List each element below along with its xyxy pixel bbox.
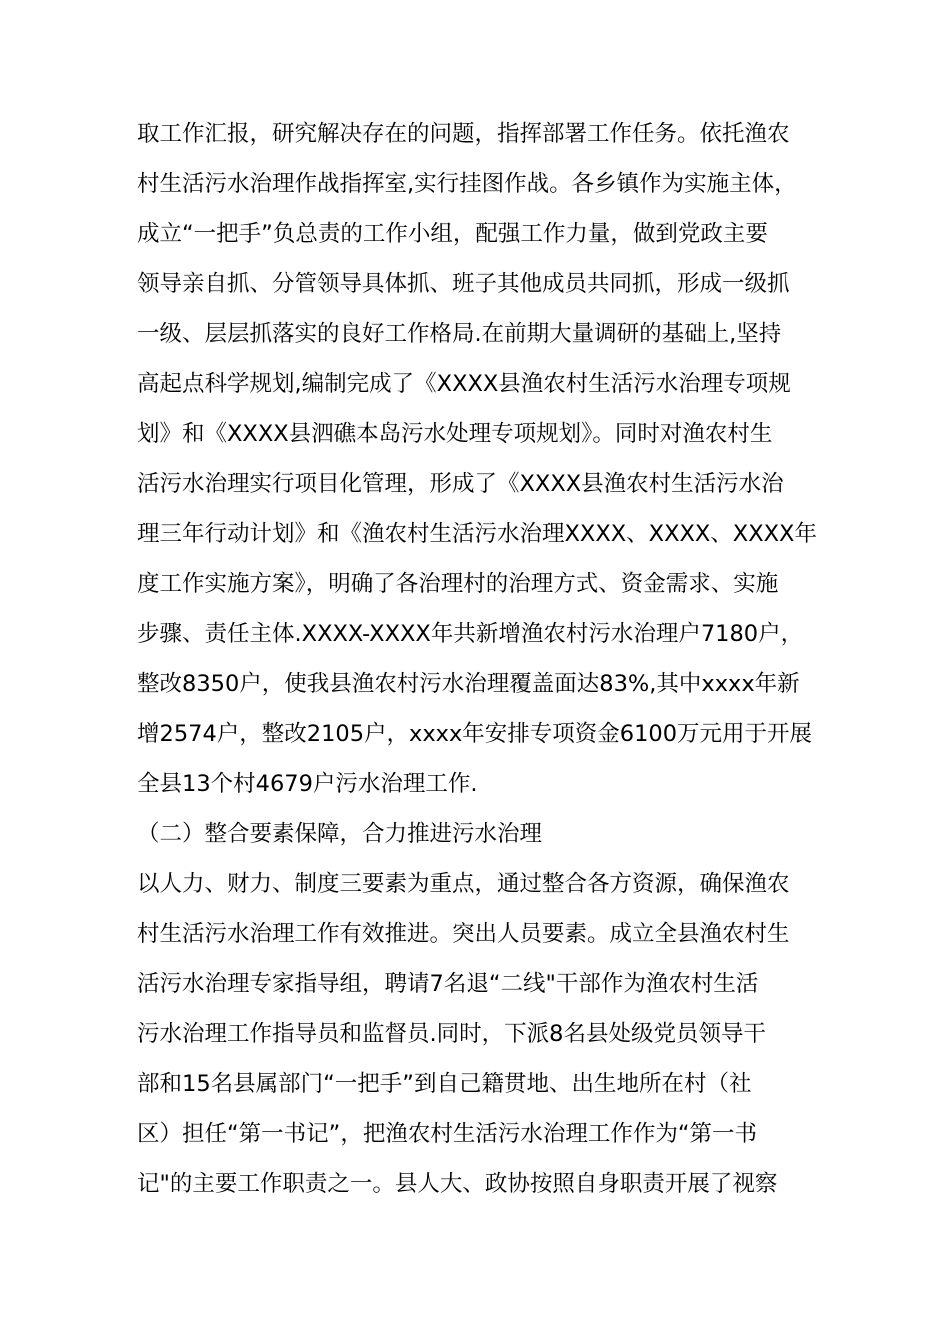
text-line: 整改8350户，使我县渔农村污水治理覆盖面达83%,其中xxxx年新 <box>137 671 800 697</box>
text-line: 高起点科学规划,编制完成了《XXXX县渔农村生活污水治理专项规 <box>137 371 791 397</box>
text-line: 区）担任“第一书记”，把渔农村生活污水治理工作作为“第一书 <box>137 1121 757 1147</box>
text-line: 污水治理工作指导员和监督员.同时，下派8名县处级党员领导干 <box>137 1021 766 1047</box>
section-heading: （二）整合要素保障，合力推进污水治理 <box>137 821 543 847</box>
text-line: 记"的主要工作职责之一。县人大、政协按照自身职责开展了视察 <box>137 1171 778 1197</box>
text-line: 理三年行动计划》和《渔农村生活污水治理XXXX、XXXX、XXXX年 <box>137 521 817 547</box>
text-line: 领导亲自抓、分管领导具体抓、班子其他成员共同抓，形成一级抓 <box>137 271 790 297</box>
text-line: 村生活污水治理作战指挥室,实行挂图作战。各乡镇作为实施主体， <box>137 171 797 197</box>
text-line: 步骤、责任主体.XXXX-XXXX年共新增渔农村污水治理户7180户， <box>137 621 804 647</box>
text-line: 增2574户，整改2105户，xxxx年安排专项资金6100万元用于开展 <box>137 721 813 747</box>
text-line: 取工作汇报，研究解决存在的问题，指挥部署工作任务。依托渔农 <box>137 121 790 147</box>
text-line: 一级、层层抓落实的良好工作格局.在前期大量调研的基础上,坚持 <box>137 321 782 347</box>
text-line: 度工作实施方案》，明确了各治理村的治理方式、资金需求、实施 <box>137 571 779 597</box>
text-line: 成立“一把手”负总责的工作小组，配强工作力量，做到党政主要 <box>137 221 768 247</box>
text-line: 村生活污水治理工作有效推进。突出人员要素。成立全县渔农村生 <box>137 921 790 947</box>
text-line: 部和15名县属部门“一把手”到自己籍贯地、出生地所在村（社 <box>137 1071 752 1097</box>
text-line: 以人力、财力、制度三要素为重点，通过整合各方资源，确保渔农 <box>137 871 790 897</box>
text-line: 活污水治理专家指导组，聘请7名退“二线"干部作为渔农村生活 <box>137 971 759 997</box>
text-line: 全县13个村4679户污水治理工作. <box>137 771 478 797</box>
text-line: 活污水治理实行项目化管理，形成了《XXXX县渔农村生活污水治 <box>137 471 784 497</box>
text-line: 划》和《XXXX县泗礁本岛污水处理专项规划》。同时对渔农村生 <box>137 421 773 447</box>
